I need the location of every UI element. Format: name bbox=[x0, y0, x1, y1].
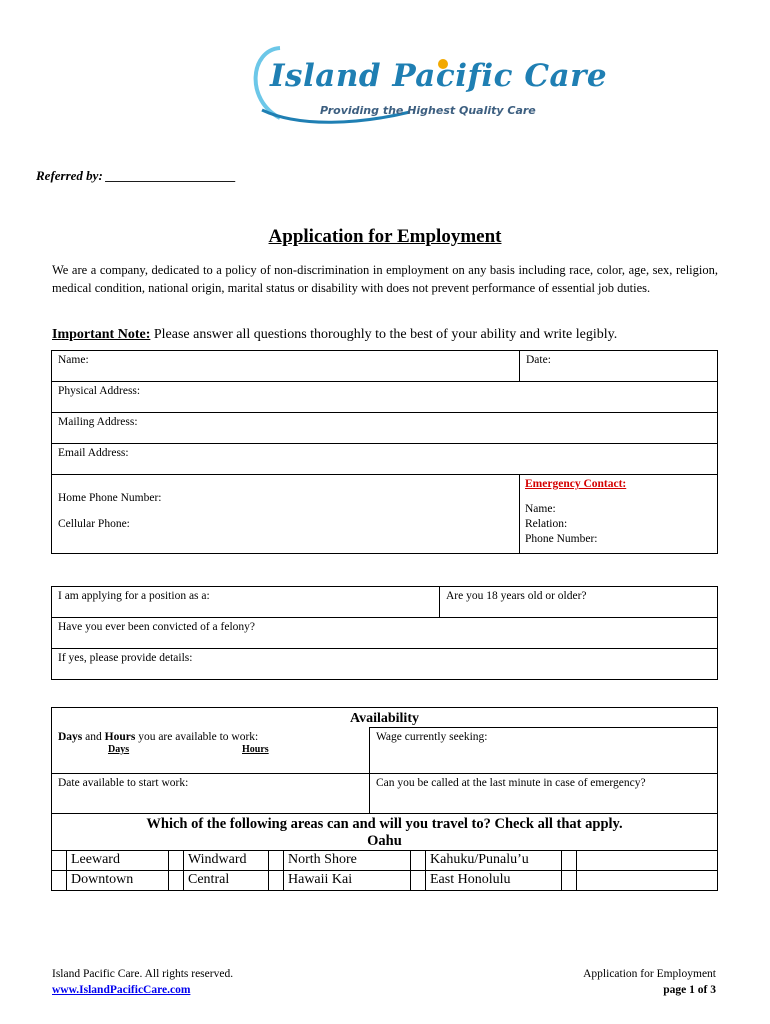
page-number: page 1 of 3 bbox=[663, 984, 716, 996]
area-label: Leeward bbox=[67, 851, 169, 871]
checkbox-north-shore[interactable] bbox=[269, 851, 284, 871]
footer-rights: Island Pacific Care. All rights reserved. bbox=[52, 968, 234, 980]
checkbox-extra-1[interactable] bbox=[562, 851, 577, 871]
mailing-address-field[interactable]: Mailing Address: bbox=[52, 413, 718, 444]
website-link[interactable]: www.IslandPacificCare.com bbox=[52, 984, 191, 996]
wage-field[interactable]: Wage currently seeking: bbox=[370, 728, 718, 774]
logo-brand: Island Pacific Care bbox=[270, 58, 608, 94]
area-label: East Honolulu bbox=[426, 871, 562, 891]
emergency-phone-field[interactable]: Phone Number: bbox=[525, 533, 598, 545]
physical-address-field[interactable]: Physical Address: bbox=[52, 382, 718, 413]
area-label: Windward bbox=[184, 851, 269, 871]
emergency-title: Emergency Contact: bbox=[525, 478, 627, 490]
areas-grid bbox=[52, 850, 717, 890]
company-logo bbox=[240, 40, 608, 130]
important-note bbox=[52, 327, 617, 343]
position-table bbox=[51, 586, 718, 680]
travel-question: Which of the following areas can and will you travel to? Check all that apply. bbox=[146, 816, 623, 832]
checkbox-downtown[interactable] bbox=[52, 871, 67, 891]
emergency-contact-cell bbox=[520, 475, 718, 554]
email-address-field[interactable]: Email Address: bbox=[52, 444, 718, 475]
intro-paragraph: We are a company, dedicated to a policy of non-discrimination in employment on any basis including race, color, age, sex, religion, medical condition, national origin, marital status or disability with does not prevent performance of essential job duties. bbox=[52, 263, 718, 295]
cell-phone-field[interactable]: Cellular Phone: bbox=[58, 518, 130, 530]
age-field[interactable]: Are you 18 years old or older? bbox=[440, 587, 718, 618]
felony-field[interactable]: Have you ever been convicted of a felony? bbox=[52, 618, 718, 649]
checkbox-kahuku[interactable] bbox=[411, 851, 426, 871]
checkbox-central[interactable] bbox=[169, 871, 184, 891]
phone-cell bbox=[52, 475, 520, 554]
emergency-name-field[interactable]: Name: bbox=[525, 503, 556, 515]
home-phone-field[interactable]: Home Phone Number: bbox=[58, 492, 162, 504]
footer-left bbox=[52, 966, 233, 998]
note-text: Please answer all questions thoroughly to the best of your ability and write legibly. bbox=[153, 327, 618, 342]
days-hours-field[interactable]: Days and Hours you are available to work: Days Hours bbox=[52, 728, 370, 774]
position-field[interactable]: I am applying for a position as a: bbox=[52, 587, 440, 618]
travel-areas-cell bbox=[52, 814, 718, 891]
checkbox-extra-2[interactable] bbox=[562, 871, 577, 891]
personal-info-table bbox=[51, 350, 718, 554]
area-label: Downtown bbox=[67, 871, 169, 891]
checkbox-leeward[interactable] bbox=[52, 851, 67, 871]
availability-heading: Availability bbox=[52, 708, 718, 728]
availability-table bbox=[51, 707, 718, 891]
start-date-field[interactable]: Date available to start work: bbox=[52, 774, 370, 814]
area-label: Central bbox=[184, 871, 269, 891]
footer-doc-name: Application for Employment bbox=[583, 968, 716, 980]
checkbox-windward[interactable] bbox=[169, 851, 184, 871]
page-title: Application for Employment bbox=[268, 226, 502, 247]
name-field[interactable]: Name: bbox=[52, 351, 520, 382]
emergency-relation-field[interactable]: Relation: bbox=[525, 518, 568, 530]
hours-label: Hours bbox=[242, 743, 269, 755]
area-label: Hawaii Kai bbox=[284, 871, 411, 891]
date-field[interactable]: Date: bbox=[520, 351, 718, 382]
referred-by[interactable]: Referred by: ____________________ bbox=[36, 168, 237, 183]
last-minute-field[interactable]: Can you be called at the last minute in case of emergency? bbox=[370, 774, 718, 814]
island-heading: Oahu bbox=[367, 833, 402, 849]
checkbox-hawaii-kai[interactable] bbox=[269, 871, 284, 891]
note-label: Important Note: bbox=[52, 327, 151, 342]
felony-details-field[interactable]: If yes, please provide details: bbox=[52, 649, 718, 680]
days-label: Days bbox=[108, 743, 130, 755]
footer-right bbox=[583, 966, 716, 998]
area-label: Kahuku/Punalu’u bbox=[426, 851, 562, 871]
checkbox-east-honolulu[interactable] bbox=[411, 871, 426, 891]
logo-tagline: Providing the Highest Quality Care bbox=[320, 104, 536, 117]
area-label: North Shore bbox=[284, 851, 411, 871]
